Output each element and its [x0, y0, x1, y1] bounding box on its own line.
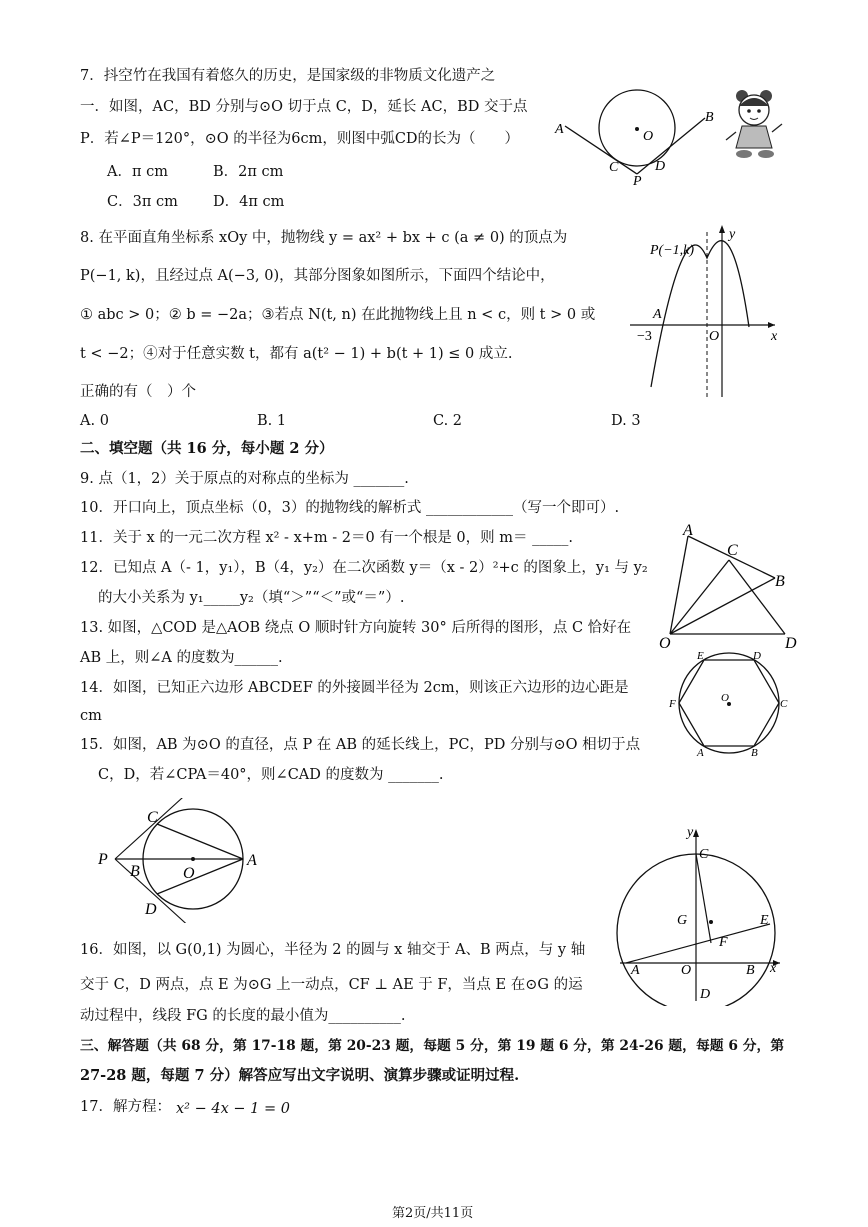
section2-heading: 二、填空题（共 16 分，每小题 2 分）	[80, 440, 334, 457]
q7-label-d: D	[655, 159, 666, 174]
q17-equation: x² − 4x − 1 = 0	[176, 1101, 290, 1117]
q14-line1: 14．如图，已知正六边形 ABCDEF 的外接圆半径为 2cm，则该正六边形的边心距是	[80, 680, 629, 696]
q7-option-a: A．π cm	[107, 164, 168, 180]
q8-figure-parabola	[625, 222, 790, 402]
q14-label-b: B	[751, 747, 758, 759]
q16-line2: 交于 C，D 两点，点 E 为⊙G 上一动点，CF ⊥ AE 于 F，当点 E 在⊙G 的运	[80, 977, 583, 993]
q8-line4: t < −2；④对于任意实数 t，都有 a(t² − 1) + b(t + 1) ≤ 0 成立.	[80, 346, 513, 362]
q15-label-a: A	[247, 852, 257, 869]
q14-label-c: C	[780, 698, 788, 710]
q16-label-y: y	[687, 826, 694, 840]
q15-line2: C，D，若∠CPA＝40°，则∠CAD 的度数为 _______.	[98, 767, 444, 783]
q16-label-o: O	[681, 963, 692, 978]
q12-line1: 12．已知点 A（- 1，y₁），B（4，y₂）在二次函数 y＝（x - 2）²+c 的图象上，y₁ 与 y₂	[80, 560, 648, 576]
q8-label-p: P(−1,k)	[650, 243, 695, 258]
section3-heading-line2: 27-28 题，每题 7 分）解答应写出文字说明、演算步骤或证明过程.	[80, 1067, 520, 1084]
q16-label-c: C	[699, 847, 709, 862]
q16-label-x: x	[770, 961, 777, 976]
q13-label-a: A	[683, 524, 693, 539]
q8-label-x: x	[771, 329, 778, 344]
q7-figure-circle-tangents	[545, 88, 725, 188]
q16-label-g: G	[677, 913, 688, 928]
q7-label-b: B	[705, 110, 714, 125]
q8-line5: 正确的有（ ）个	[80, 384, 196, 400]
q16-label-b: B	[746, 963, 755, 978]
q7-line3: P．若∠P＝120°，⊙O 的半径为6cm，则图中弧CD的长为（ ）	[80, 131, 520, 147]
q7-line1: 7．抖空竹在我国有着悠久的历史，是国家级的非物质文化遗产之	[80, 68, 496, 84]
q16-figure-circle-axes	[615, 826, 785, 1006]
q7-option-c: C．3π cm	[107, 194, 178, 210]
q8-line3: ① abc > 0；② b = −2a；③若点 N(t, n) 在此抛物线上且 n < c，则 t > 0 或	[80, 307, 596, 323]
q8-line2: P(−1, k)，且经过点 A(−3, 0)，其部分图象如图所示，下面四个结论中，	[80, 268, 555, 284]
q8-option-c: C. 2	[433, 413, 463, 429]
cartoon-child-illustration	[722, 88, 787, 163]
q14-label-a: A	[697, 747, 704, 759]
q13-label-c: C	[727, 542, 738, 559]
q13-figure-rotated-triangles	[655, 524, 805, 654]
q17-label: 17．解方程：	[80, 1099, 171, 1115]
q16-label-d: D	[700, 987, 711, 1002]
q9-text: 9. 点（1，2）关于原点的对称点的坐标为 _______.	[80, 471, 409, 487]
q7-label-a: A	[555, 122, 564, 137]
q7-label-o: O	[643, 129, 654, 144]
q7-label-c: C	[609, 160, 619, 175]
q13-line2: AB 上，则∠A 的度数为______.	[80, 650, 283, 666]
q7-label-p: P	[633, 174, 642, 188]
q12-line2: 的大小关系为 y₁_____y₂（填“＞”“＜”或“＝”）.	[98, 590, 405, 606]
q16-line1: 16．如图，以 G(0,1) 为圆心，半径为 2 的圆与 x 轴交于 A、B 两点，与 y 轴	[80, 942, 586, 958]
q11-text: 11．关于 x 的一元二次方程 x² - x+m - 2＝0 有一个根是 0，则 m＝ _____.	[80, 530, 573, 546]
q13-label-d: D	[785, 635, 797, 652]
q8-option-a: A. 0	[80, 413, 109, 429]
q14-line2: cm	[80, 708, 102, 724]
q8-label-a: A	[653, 307, 662, 322]
q13-line1: 13. 如图，△COD 是△AOB 绕点 O 顺时针方向旋转 30° 后所得的图形，点 C 恰好在	[80, 620, 632, 636]
q14-label-o: O	[721, 692, 729, 704]
q8-line1: 8. 在平面直角坐标系 xOy 中，抛物线 y = ax² + bx + c (a ≠ 0) 的顶点为	[80, 230, 568, 246]
q8-label-y: y	[729, 227, 736, 242]
q15-label-c: C	[147, 809, 158, 826]
q7-option-b: B．2π cm	[213, 164, 284, 180]
q14-label-e: E	[697, 650, 704, 662]
q7-line2: 一．如图，AC，BD 分别与⊙O 切于点 C，D，延长 AC，BD 交于点	[80, 99, 528, 115]
q15-label-d: D	[145, 901, 157, 918]
q8-label-minus3: −3	[637, 329, 652, 344]
q15-label-p: P	[98, 851, 108, 868]
section3-heading-line1: 三、解答题（共 68 分，第 17-18 题，第 20-23 题，每题 5 分，第 19 题 6 分，第 24-26 题，每题 6 分，第	[80, 1038, 785, 1054]
q15-label-o: O	[183, 865, 195, 882]
q8-label-o: O	[709, 329, 720, 344]
q15-line1: 15．如图，AB 为⊙O 的直径，点 P 在 AB 的延长线上，PC，PD 分别与⊙O 相切于点	[80, 737, 641, 753]
q16-line3: 动过程中，线段 FG 的长度的最小值为__________.	[80, 1008, 406, 1024]
q16-label-a: A	[631, 963, 640, 978]
q8-option-d: D. 3	[611, 413, 641, 429]
q15-label-b: B	[130, 863, 140, 880]
q14-label-d: D	[753, 650, 761, 662]
q7-option-d: D．4π cm	[213, 194, 285, 210]
page-footer: 第2页/共11页	[392, 1206, 474, 1221]
q13-label-o: O	[659, 635, 671, 652]
q8-option-b: B. 1	[257, 413, 287, 429]
q15-figure-circle-tangents	[95, 798, 275, 923]
q16-label-e: E	[760, 913, 769, 928]
q16-label-f: F	[719, 935, 728, 950]
q14-figure-hexagon	[665, 647, 795, 762]
q13-label-b: B	[775, 573, 785, 590]
q10-text: 10．开口向上，顶点坐标（0，3）的抛物线的解析式 ____________（写一个即可）.	[80, 500, 620, 516]
q14-label-f: F	[669, 698, 676, 710]
